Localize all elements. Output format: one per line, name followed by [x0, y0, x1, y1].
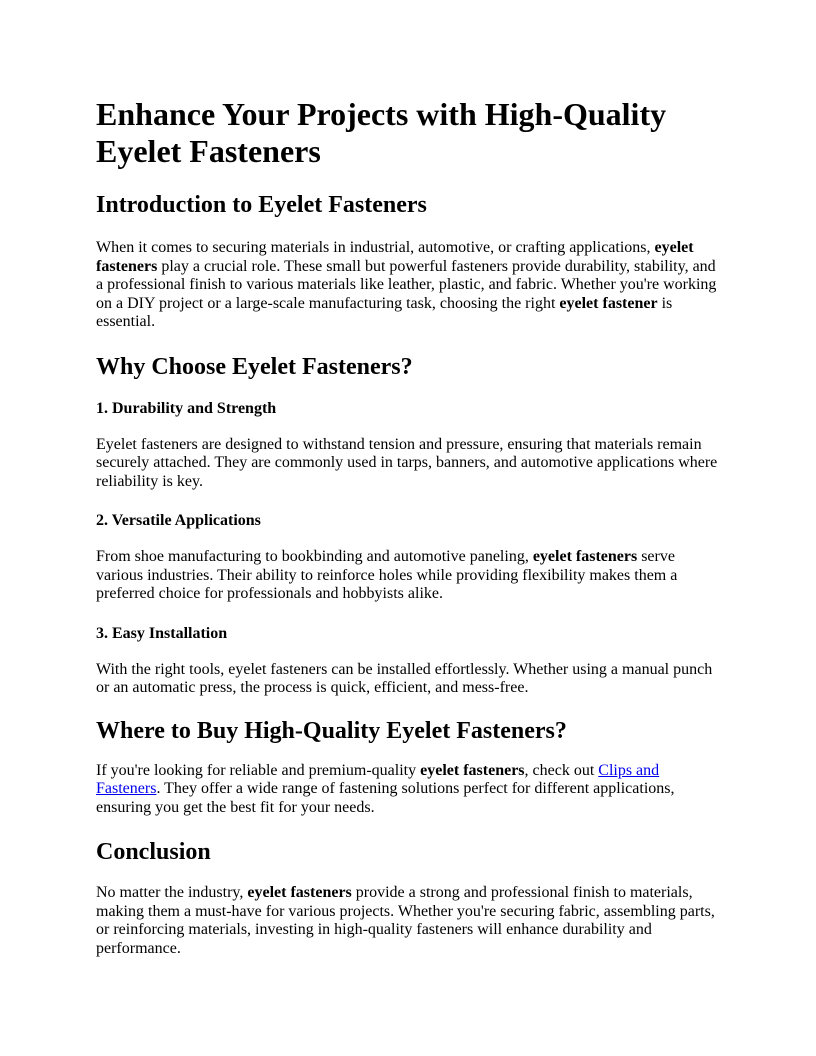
versatile-text-2: serve various industries. Their ability to reinforce holes while providing flexibility makes them a preferred choice for professionals and hobbyists alike. — [96, 548, 678, 602]
conclusion-text-2: provide a strong and professional finish to materials, making them a must-have for various projects. Whether you're securing fabric, assembling parts, or reinforcing materials, investing in high-quality fasteners will enhance durability and performance. — [96, 884, 715, 957]
buy-text-2: , check out — [524, 761, 599, 779]
versatile-paragraph — [96, 548, 720, 604]
conclusion-text-1: No matter the industry, — [96, 884, 248, 901]
buy-text-1: If you're looking for reliable and premium-quality — [96, 761, 421, 779]
buy-text-3: . They offer a wide range of fastening solutions perfect for different applications, ensuring you get the best fit for your needs. — [96, 780, 675, 816]
versatile-text-1: From shoe manufacturing to bookbinding and automotive paneling, — [96, 548, 533, 565]
installation-paragraph: With the right tools, eyelet fasteners can be installed effortlessly. Whether using a manual punch or an automatic press, the process is quick, efficient, and mess-free. — [96, 660, 713, 696]
buy-bold: eyelet fasteners — [420, 761, 525, 779]
durability-heading: 1. Durability and Strength — [96, 399, 277, 417]
conclusion-paragraph — [96, 884, 720, 958]
installation-heading: 3. Easy Installation — [96, 624, 228, 642]
document-page — [96, 96, 720, 958]
versatile-heading: 2. Versatile Applications — [96, 512, 261, 529]
page-title: Enhance Your Projects with High-Quality Eyelet Fasteners — [96, 96, 667, 169]
intro-text-1: When it comes to securing materials in industrial, automotive, or crafting applications, — [96, 239, 655, 256]
intro-bold-1: eyelet fasteners — [96, 239, 694, 275]
clips-and-fasteners-link[interactable]: Clips and Fasteners — [96, 761, 660, 797]
versatile-bold: eyelet fasteners — [532, 548, 638, 565]
intro-text-2: play a crucial role. These small but powerful fasteners provide durability, stability, and a professional finish to various materials like leather, plastic, and fabric. Whether you're working on a DIY project or a large-scale manufacturing task, choosing the right — [96, 257, 717, 312]
conclusion-heading: Conclusion — [96, 839, 211, 865]
intro-bold-2: eyelet fastener — [559, 294, 658, 312]
buy-heading: Where to Buy High-Quality Eyelet Fasteners? — [96, 717, 567, 744]
buy-paragraph — [96, 762, 720, 818]
conclusion-bold: eyelet fasteners — [247, 884, 352, 901]
durability-paragraph: Eyelet fasteners are designed to withstand tension and pressure, ensuring that materials remain securely attached. They are commonly used in tarps, banners, and automotive applications where reliability is key. — [96, 435, 718, 490]
intro-heading: Introduction to Eyelet Fasteners — [96, 192, 427, 218]
intro-paragraph — [96, 239, 720, 332]
why-heading: Why Choose Eyelet Fasteners? — [96, 353, 413, 380]
intro-text-3: is essential. — [96, 294, 673, 330]
